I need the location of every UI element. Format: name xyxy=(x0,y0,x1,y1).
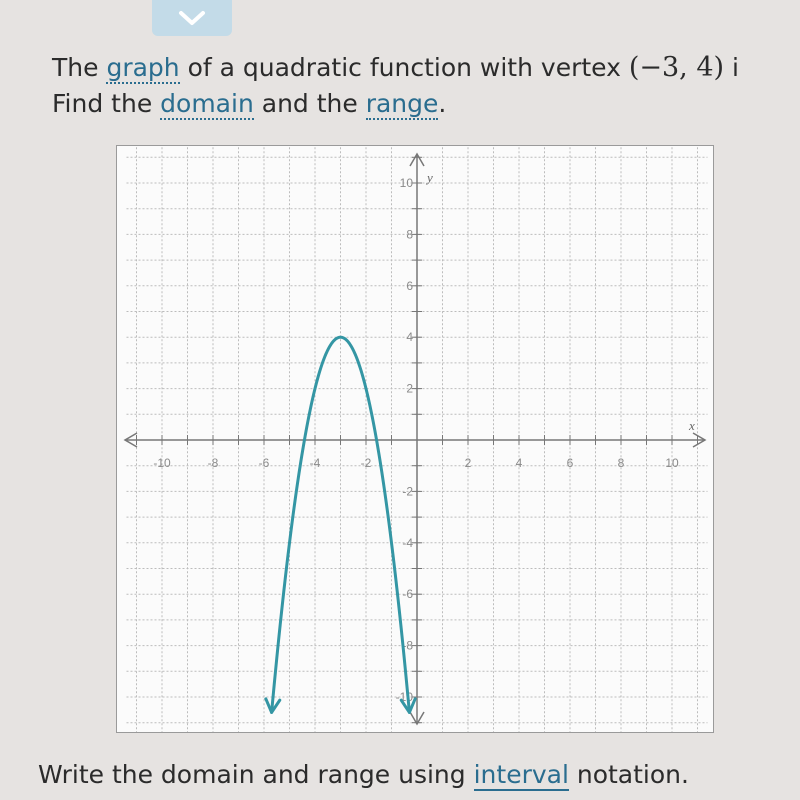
vertex-value: (−3, 4) xyxy=(628,52,725,83)
x-tick-label: 8 xyxy=(617,456,625,470)
graph-glossary-link[interactable]: graph xyxy=(106,53,180,82)
y-tick-label: -6 xyxy=(402,587,413,602)
x-axis-label: x xyxy=(689,418,695,433)
question-prefix: The xyxy=(52,53,107,82)
x-tick-label: -2 xyxy=(360,456,372,470)
quadratic-graph xyxy=(117,146,713,732)
question-text xyxy=(52,50,800,122)
x-tick-label: 10 xyxy=(665,456,679,470)
x-tick-label: -8 xyxy=(207,456,219,470)
instruction-suffix: notation. xyxy=(568,760,689,789)
y-axis-label: y xyxy=(427,170,433,185)
chevron-down-icon xyxy=(178,10,206,26)
y-tick-label: 4 xyxy=(406,330,413,345)
x-tick-label: -6 xyxy=(258,456,270,470)
find-prefix: Find the xyxy=(52,89,161,118)
y-tick-label: -2 xyxy=(402,484,413,499)
and-the-text: and the xyxy=(253,89,366,118)
question-suffix: i xyxy=(724,53,739,82)
y-tick-label: 10 xyxy=(399,176,413,190)
x-tick-label: 4 xyxy=(515,456,523,470)
x-tick-label: -10 xyxy=(153,456,171,470)
collapse-toggle-button[interactable] xyxy=(152,0,232,36)
interval-glossary-link[interactable]: interval xyxy=(473,760,569,789)
range-glossary-link[interactable]: range xyxy=(365,89,439,118)
instruction-text xyxy=(38,760,689,789)
y-tick-label: -10 xyxy=(395,690,413,704)
y-tick-label: -8 xyxy=(402,638,413,653)
instruction-prefix: Write the domain and range using xyxy=(38,760,474,789)
question-mid: of a quadratic function with vertex xyxy=(179,53,629,82)
y-tick-label: 2 xyxy=(406,381,413,396)
y-tick-label: -4 xyxy=(402,535,413,550)
question-line-2 xyxy=(52,86,800,122)
graph-panel xyxy=(116,145,714,733)
y-tick-label: 6 xyxy=(406,278,413,293)
x-tick-label: 6 xyxy=(566,456,574,470)
period-text: . xyxy=(438,89,447,118)
y-tick-label: 8 xyxy=(406,227,413,242)
question-line-1 xyxy=(52,50,800,86)
x-tick-label: -4 xyxy=(309,456,321,470)
domain-glossary-link[interactable]: domain xyxy=(160,89,254,118)
x-tick-label: 2 xyxy=(464,456,472,470)
